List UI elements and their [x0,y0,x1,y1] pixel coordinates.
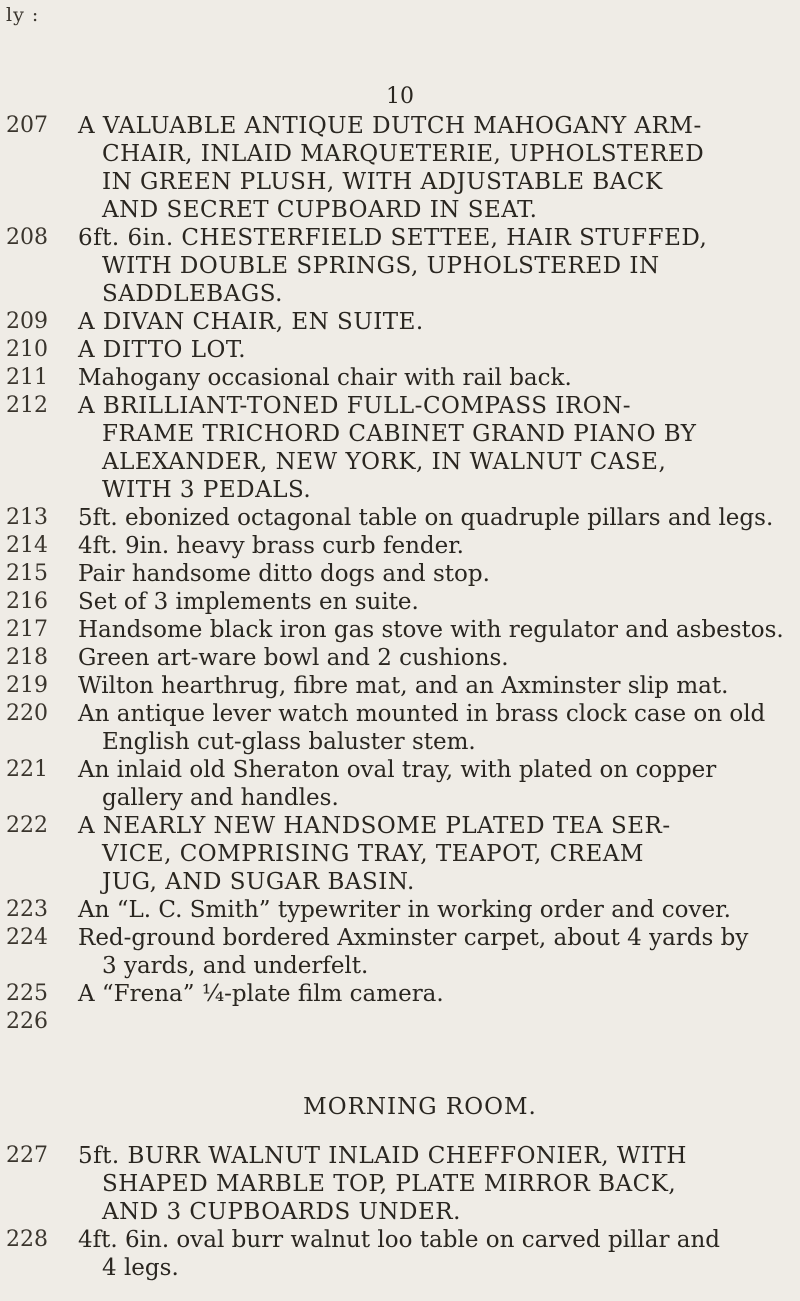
lot-description [78,224,790,308]
lot-description-line: SHAPED MARBLE TOP, PLATE MIRROR BACK, [102,1171,677,1197]
lot-description-line: AND SECRET CUPBOARD IN SEAT. [102,197,538,223]
lot-number: 212 [6,393,48,418]
lot-entry [0,560,800,588]
lot-description-line: Red-ground bordered Axminster carpet, about 4 yards by [78,925,749,951]
lot-description-line: JUG, AND SUGAR BASIN. [102,869,415,895]
lot-description [78,924,790,980]
lot-number: 227 [6,1143,48,1168]
lots-bottom [0,1142,800,1282]
lot-description [78,672,790,700]
lot-number: 218 [6,645,48,670]
lot-number: 216 [6,589,48,614]
lot-entry [0,588,800,616]
lot-description-line: English cut-glass baluster stem. [102,729,476,755]
lot-entry [0,672,800,700]
lot-entry [0,532,800,560]
lot-entry [0,924,800,980]
lot-description-line: An inlaid old Sheraton oval tray, with plated on copper [78,757,717,783]
lot-number: 219 [6,673,48,698]
lot-number: 228 [6,1227,48,1252]
lot-entry [0,504,800,532]
lot-entry [0,336,800,364]
lot-description-line: 3 yards, and underfelt. [102,953,369,979]
lot-number: 215 [6,561,48,586]
section-heading-morning-room: MORNING ROOM. [303,1094,537,1120]
lot-description-line: An “L. C. Smith” typewriter in working order and cover. [78,897,731,923]
lot-entry [0,112,800,224]
lot-description-line: A DIVAN CHAIR, EN SUITE. [78,309,424,335]
lot-description-line: Wilton hearthrug, fibre mat, and an Axminster slip mat. [78,673,729,699]
lot-entry [0,1142,800,1226]
lot-entry [0,224,800,308]
lot-number: 210 [6,337,48,362]
lot-description-line: SADDLEBAGS. [102,281,283,307]
lot-description-line: A BRILLIANT-TONED FULL-COMPASS IRON- [78,393,631,419]
lot-description-line: ALEXANDER, NEW YORK, IN WALNUT CASE, [102,449,667,475]
lot-description [78,392,790,504]
lot-number: 213 [6,505,48,530]
lot-description-line: A NEARLY NEW HANDSOME PLATED TEA SER- [78,813,671,839]
lot-number: 225 [6,981,48,1006]
lot-description-line: An antique lever watch mounted in brass clock case on old [78,701,766,727]
lot-entry [0,896,800,924]
lot-description-line: WITH 3 PEDALS. [102,477,312,503]
lot-number: 223 [6,897,48,922]
lot-description-line: IN GREEN PLUSH, WITH ADJUSTABLE BACK [102,169,663,195]
lot-number: 226 [6,1009,48,1034]
lot-number: 207 [6,113,48,138]
lot-number: 222 [6,813,48,838]
lot-description [78,336,790,364]
lot-entry [0,980,800,1008]
lot-number: 214 [6,533,48,558]
lot-number: 217 [6,617,48,642]
lot-description-line: 6ft. 6in. CHESTERFIELD SETTEE, HAIR STUFFED, [78,225,708,251]
lot-description [78,644,790,672]
lot-description-line: VICE, COMPRISING TRAY, TEAPOT, CREAM [102,841,644,867]
lot-entry [0,1226,800,1282]
lot-description-line: FRAME TRICHORD CABINET GRAND PIANO BY [102,421,697,447]
lot-number: 220 [6,701,48,726]
lot-description [78,532,790,560]
lot-entry [0,756,800,812]
lot-description [78,1008,790,1036]
lot-description [78,812,790,896]
lot-number: 208 [6,225,48,250]
lot-entry [0,812,800,896]
lot-description-line: gallery and handles. [102,785,339,811]
lot-description [78,588,790,616]
lot-description [78,756,790,812]
lot-description [78,364,790,392]
lot-description-line: A “Frena” ¼-plate film camera. [78,981,444,1007]
corner-mark: ly : [6,4,40,26]
lot-description-line: 4ft. 6in. oval burr walnut loo table on carved pillar and [78,1227,721,1253]
lot-description [78,700,790,756]
lot-description-line: Mahogany occasional chair with rail back. [78,365,572,391]
lot-number: 224 [6,925,48,950]
lot-description [78,308,790,336]
lot-number: 209 [6,309,48,334]
lot-description [78,896,790,924]
lot-description-line: Pair handsome ditto dogs and stop. [78,561,490,587]
lot-description [78,504,790,532]
lot-description [78,112,790,224]
lot-list [0,112,800,1282]
lot-description-line: AND 3 CUPBOARDS UNDER. [102,1199,461,1225]
page-number: 10 [386,84,414,109]
lot-entry [0,700,800,756]
lot-description-line: Green art-ware bowl and 2 cushions. [78,645,509,671]
lot-entry [0,308,800,336]
lot-entry [0,616,800,644]
lot-description [78,1142,790,1226]
lot-description [78,560,790,588]
lot-description-line: A VALUABLE ANTIQUE DUTCH MAHOGANY ARM- [78,113,702,139]
lots-top [0,112,800,1036]
lot-description-line: Set of 3 implements en suite. [78,589,419,615]
lot-description-line: WITH DOUBLE SPRINGS, UPHOLSTERED IN [102,253,660,279]
lot-entry [0,364,800,392]
lot-entry [0,1008,800,1036]
lot-number: 211 [6,365,48,390]
lot-entry [0,392,800,504]
lot-description-line: A DITTO LOT. [78,337,247,363]
lot-description-line: Handsome black iron gas stove with regulator and asbestos. [78,617,784,643]
lot-description [78,616,790,644]
lot-entry [0,644,800,672]
lot-description [78,1226,790,1282]
lot-description-line: 4ft. 9in. heavy brass curb fender. [78,533,464,559]
lot-description-line: 5ft. BURR WALNUT INLAID CHEFFONIER, WITH [78,1143,687,1169]
lot-description-line: 4 legs. [102,1255,179,1281]
lot-description [78,980,790,1008]
lot-description-line: 5ft. ebonized octagonal table on quadruple pillars and legs. [78,505,774,531]
lot-description-line: CHAIR, INLAID MARQUETERIE, UPHOLSTERED [102,141,705,167]
lot-number: 221 [6,757,48,782]
